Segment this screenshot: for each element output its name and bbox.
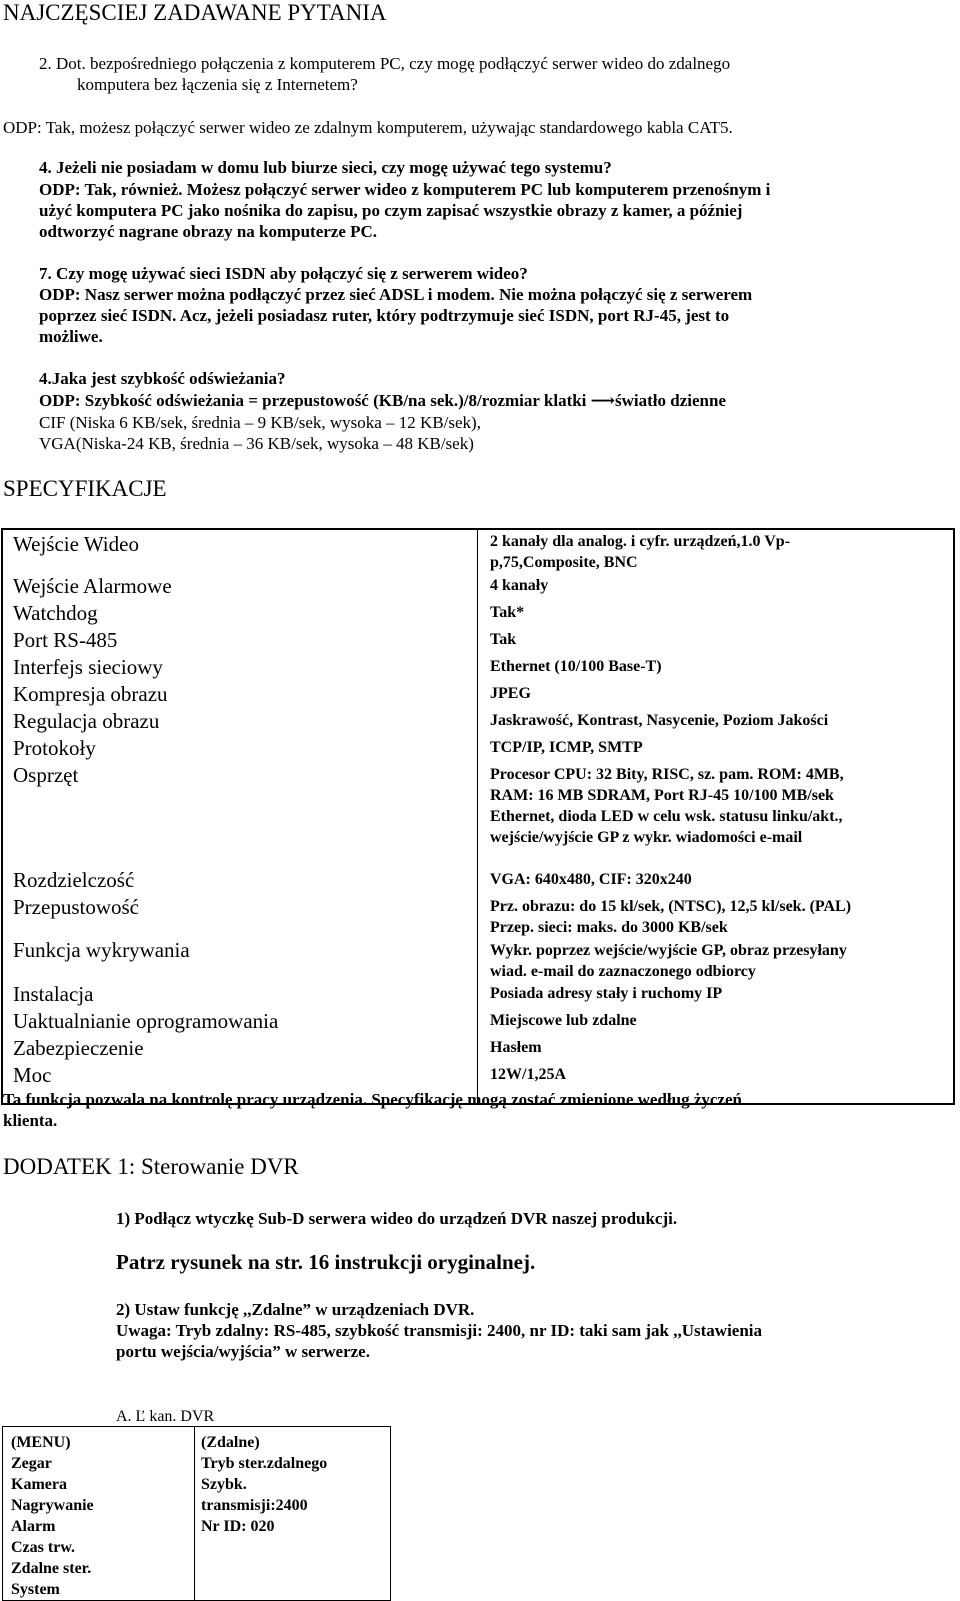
dvr-menu-column — [11, 1432, 94, 1600]
spec-value: Hasłem — [490, 1039, 542, 1056]
appendix-note-line2: portu wejścia/wyjścia” w serwerze. — [116, 1342, 370, 1361]
spec-value: Miejscowe lub zdalne — [490, 1012, 637, 1029]
appendix-section-a: A. Ľ kan. DVR — [116, 1408, 215, 1425]
spec-label: Interfejs sieciowy — [13, 655, 163, 679]
spec-value: Posiada adresy stały i ruchomy IP — [490, 985, 723, 1002]
dvr-menu-table — [2, 1426, 391, 1601]
dvr-remote-column — [201, 1432, 327, 1537]
faq-question-4: 4. Jeżeli nie posiadam w domu lub biurze sieci, czy mogę używać tego systemu? — [39, 158, 612, 177]
faq-question-2-line1: 2. Dot. bezpośredniego połączenia z komputerem PC, czy mogę podłączyć serwer wideo do zdalnego — [39, 54, 731, 73]
spec-label: Funkcja wykrywania — [13, 938, 190, 962]
spec-value: Procesor CPU: 32 Bity, RISC, sz. pam. ROM: 4MB, — [490, 766, 844, 783]
faq-title: NAJCZĘSCIEJ ZADAWANE PYTANIA — [3, 0, 387, 25]
faq-cif-rates: CIF (Niska 6 KB/sek, średnia – 9 KB/sek, wysoka – 12 KB/sek), — [39, 413, 481, 432]
spec-label: Regulacja obrazu — [13, 709, 160, 733]
dvr-remote-item: (Zdalne) — [201, 1434, 260, 1451]
dvr-menu-item: Czas trw. — [11, 1539, 75, 1556]
spec-label: Wejście Wideo — [13, 532, 139, 556]
faq-answer-7-line3: możliwe. — [39, 327, 103, 346]
spec-note-line1: Ta funkcja pozwala na kontrolę pracy urządzenia. Specyfikację mogą zostać zmienione według życzeń — [3, 1090, 742, 1109]
spec-label: Watchdog — [13, 601, 98, 625]
spec-value: TCP/IP, ICMP, SMTP — [490, 739, 643, 756]
spec-value: wejście/wyjście GP z wykr. wiadomości e-mail — [490, 829, 803, 846]
spec-value: p,75,Composite, BNC — [490, 554, 638, 571]
spec-value: VGA: 640x480, CIF: 320x240 — [490, 871, 692, 888]
spec-label: Moc — [13, 1063, 52, 1087]
appendix-see-figure: Patrz rysunek na str. 16 instrukcji oryginalnej. — [116, 1250, 536, 1274]
spec-value: 4 kanały — [490, 577, 549, 594]
dvr-table-divider — [194, 1427, 195, 1600]
spec-label: Instalacja — [13, 982, 94, 1006]
spec-value: 12W/1,25A — [490, 1066, 566, 1083]
spec-value: Wykr. poprzez wejście/wyjście GP, obraz przesyłany — [490, 942, 847, 959]
dvr-menu-item: System — [11, 1581, 60, 1598]
dvr-remote-item: Nr ID: 020 — [201, 1518, 275, 1535]
spec-label: Zabezpieczenie — [13, 1036, 144, 1060]
spec-value: Przep. sieci: maks. do 3000 KB/sek — [490, 919, 728, 936]
spec-value: 2 kanały dla analog. i cyfr. urządzeń,1.0 Vp- — [490, 533, 791, 550]
spec-label: Protokoły — [13, 736, 96, 760]
appendix-step-2: 2) Ustaw funkcję ,,Zdalne” w urządzeniach DVR. — [116, 1300, 475, 1319]
spec-value: wiad. e-mail do zaznaczonego odbiorcy — [490, 963, 756, 980]
dvr-menu-item: (MENU) — [11, 1434, 71, 1451]
faq-question-2-line2: komputera bez łączenia się z Internetem? — [77, 75, 358, 94]
faq-question-refresh: 4.Jaka jest szybkość odświeżania? — [39, 369, 286, 388]
appendix-title: DODATEK 1: Sterowanie DVR — [3, 1154, 299, 1179]
spec-value: Jaskrawość, Kontrast, Nasycenie, Poziom Jakości — [490, 712, 829, 729]
spec-label: Przepustowość — [13, 895, 139, 919]
faq-answer-2: ODP: Tak, możesz połączyć serwer wideo ze zdalnym komputerem, używając standardowego kabla CAT5. — [3, 118, 733, 137]
spec-table — [1, 528, 955, 1105]
spec-value: JPEG — [490, 685, 531, 702]
dvr-menu-item: Zdalne ster. — [11, 1560, 92, 1577]
dvr-menu-item: Alarm — [11, 1518, 56, 1535]
spec-value: Ethernet, dioda LED w celu wsk. statusu linku/akt., — [490, 808, 843, 825]
faq-answer-4-line2: użyć komputera PC jako nośnika do zapisu, po czym zapisać wszystkie obrazy z kamer, a później — [39, 201, 743, 220]
spec-title: SPECYFIKACJE — [3, 476, 167, 501]
faq-answer-refresh: ODP: Szybkość odświeżania = przepustowość (KB/na sek.)/8/rozmiar klatki ⟶światło dzienne — [39, 391, 726, 410]
dvr-menu-item: Kamera — [11, 1476, 67, 1493]
dvr-remote-item: transmisji:2400 — [201, 1497, 308, 1514]
spec-label: Osprzęt — [13, 763, 79, 787]
spec-value: Tak — [490, 631, 517, 648]
spec-label: Wejście Alarmowe — [13, 574, 172, 598]
spec-table-divider — [477, 530, 478, 1103]
spec-value: Tak* — [490, 604, 525, 621]
spec-value: Ethernet (10/100 Base-T) — [490, 658, 662, 675]
faq-answer-4-line1: ODP: Tak, również. Możesz połączyć serwer wideo z komputerem PC lub komputerem przenośnym i — [39, 180, 771, 199]
spec-label: Kompresja obrazu — [13, 682, 168, 706]
appendix-step-1: 1) Podłącz wtyczkę Sub-D serwera wideo do urządzeń DVR naszej produkcji. — [116, 1209, 678, 1228]
spec-label: Rozdzielczość — [13, 868, 135, 892]
faq-question-7: 7. Czy mogę używać sieci ISDN aby połączyć się z serwerem wideo? — [39, 264, 528, 283]
spec-label: Port RS-485 — [13, 628, 118, 652]
faq-answer-7-line1: ODP: Nasz serwer można podłączyć przez sieć ADSL i modem. Nie można połączyć się z serwerem — [39, 285, 753, 304]
faq-answer-7-line2: poprzez sieć ISDN. Acz, jeżeli posiadasz ruter, który podtrzymuje sieć ISDN, port RJ-45, jest to — [39, 306, 730, 325]
spec-label: Uaktualnianie oprogramowania — [13, 1009, 279, 1033]
spec-note-line2: klienta. — [3, 1111, 58, 1130]
faq-answer-4-line3: odtworzyć nagrane obrazy na komputerze PC. — [39, 222, 378, 241]
faq-vga-rates: VGA(Niska-24 KB, średnia – 36 KB/sek, wysoka – 48 KB/sek) — [39, 434, 474, 453]
spec-value: Prz. obrazu: do 15 kl/sek, (NTSC), 12,5 kl/sek. (PAL) — [490, 898, 852, 915]
dvr-remote-item: Szybk. — [201, 1476, 247, 1493]
dvr-remote-item: Tryb ster.zdalnego — [201, 1455, 328, 1472]
spec-value: RAM: 16 MB SDRAM, Port RJ-45 10/100 MB/sek — [490, 787, 834, 804]
dvr-menu-item: Nagrywanie — [11, 1497, 94, 1514]
dvr-menu-item: Zegar — [11, 1455, 52, 1472]
appendix-note-line1: Uwaga: Tryb zdalny: RS-485, szybkość transmisji: 2400, nr ID: taki sam jak ,,Ustawienia — [116, 1321, 763, 1340]
